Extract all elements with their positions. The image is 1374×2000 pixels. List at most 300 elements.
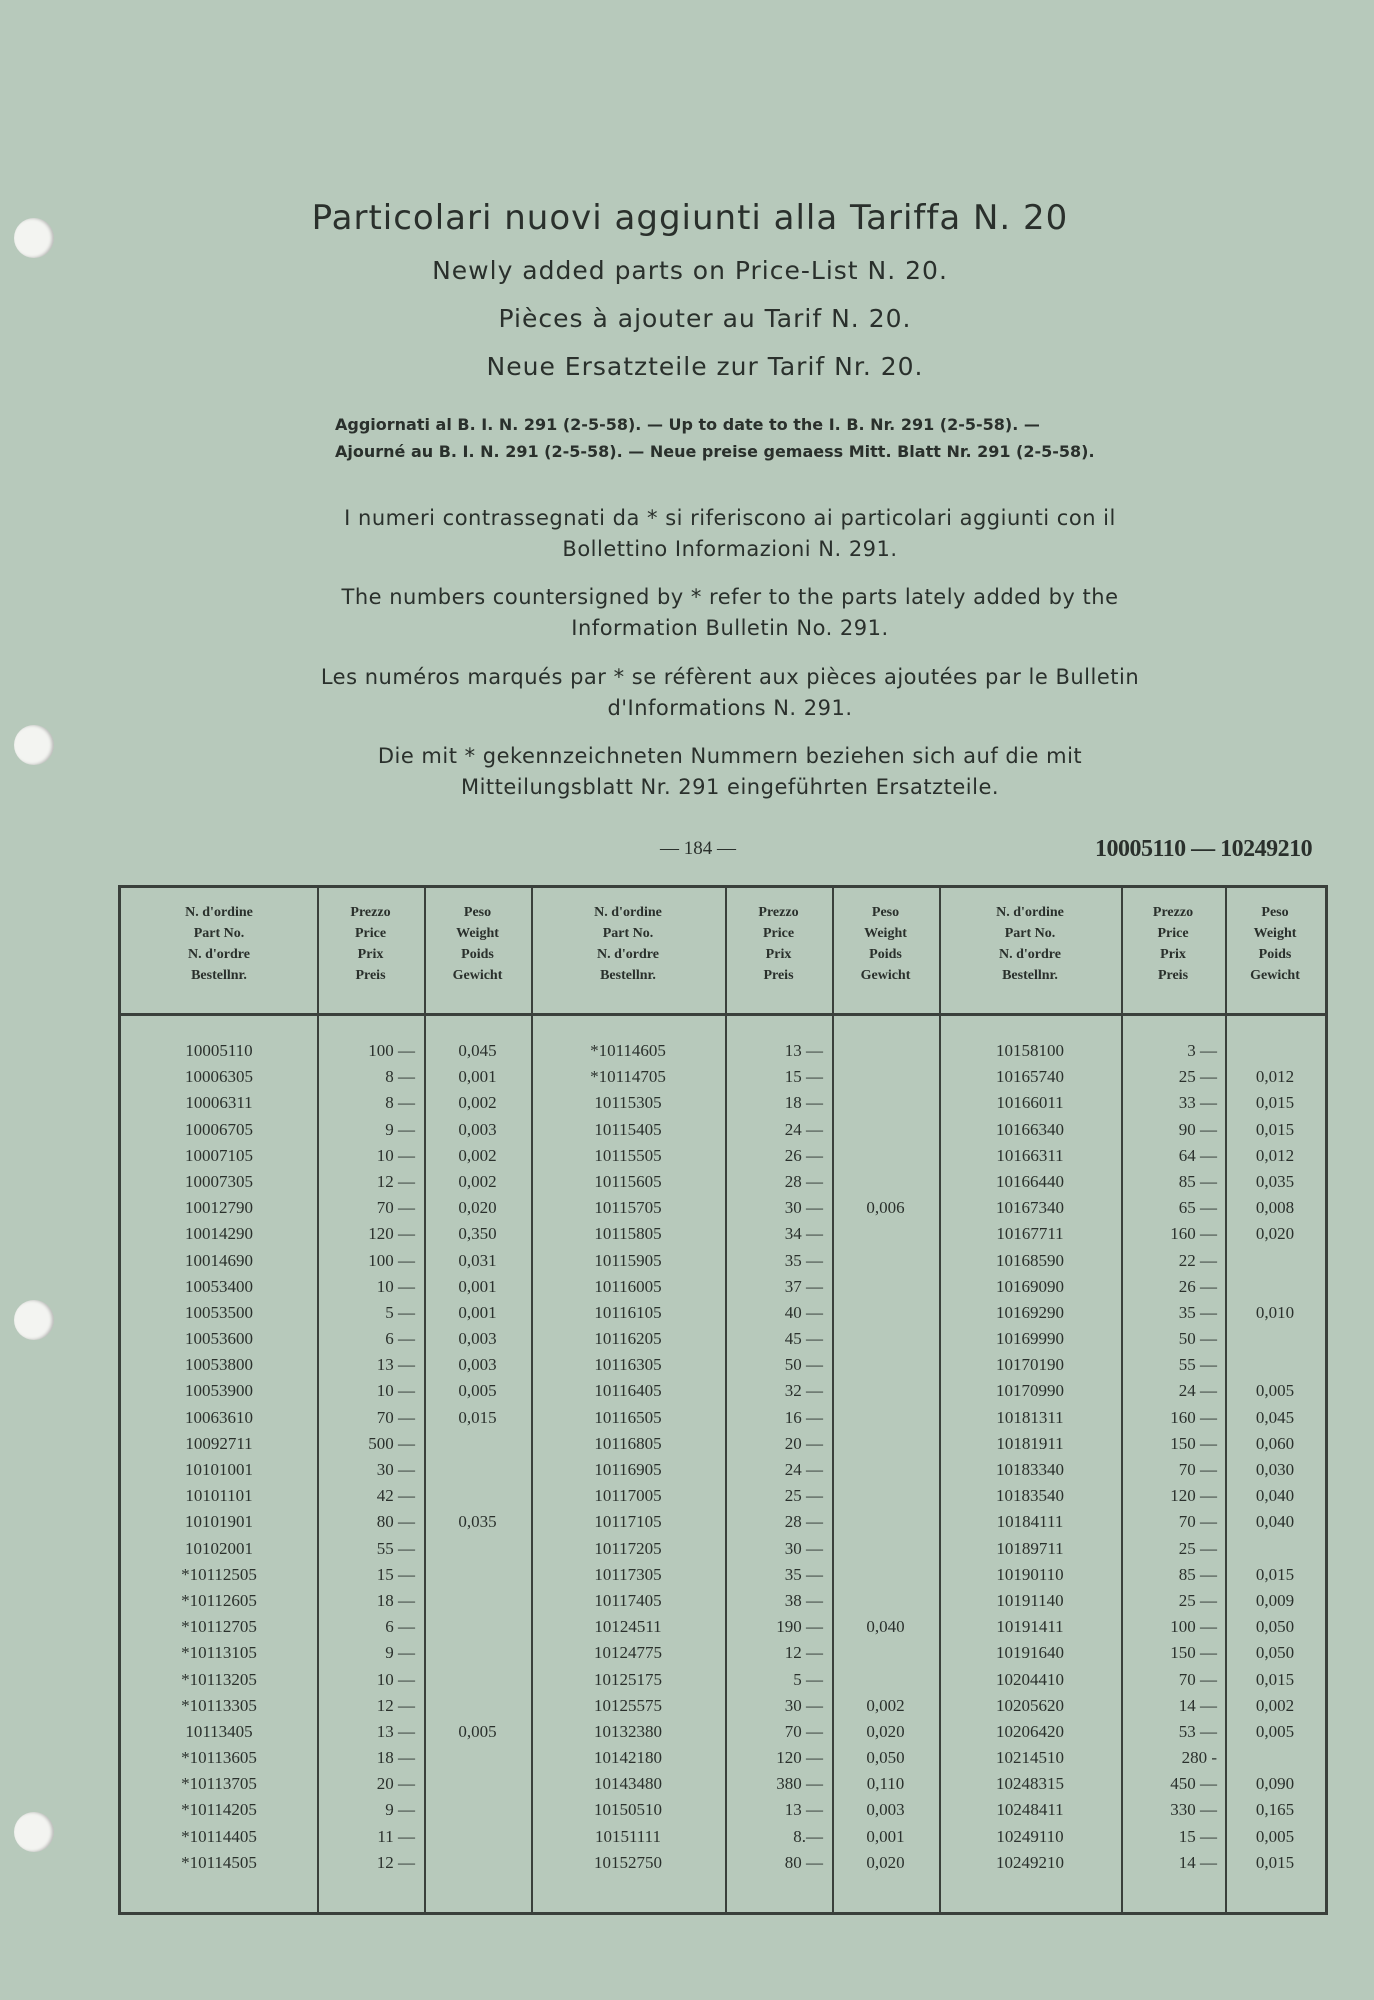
part-number-cell: 10204410 [996, 1669, 1064, 1689]
part-number-cell: 10191640 [996, 1643, 1064, 1663]
part-number-cell: 10181311 [996, 1407, 1064, 1427]
weight-cell [832, 1326, 939, 1352]
price-cell: 20 — [376, 1774, 415, 1794]
price-cell: 85 — [1178, 1564, 1217, 1584]
weight-cell [424, 1693, 531, 1719]
price-cell: 6 — [385, 1329, 415, 1349]
header-price: Prezzo Price Prix Preis [350, 905, 391, 983]
weight-cell: 0,015 [1255, 1093, 1295, 1113]
weight-cell: 0,006 [866, 1198, 905, 1218]
part-number-cell: 10165740 [996, 1067, 1064, 1087]
weight-cell [832, 1274, 939, 1300]
weight-cell: 0,005 [1255, 1381, 1295, 1401]
weight-cell [1225, 1038, 1325, 1064]
part-number-cell: 10014290 [185, 1224, 253, 1244]
part-number-cell: 10248315 [996, 1774, 1064, 1794]
weight-cell [832, 1431, 939, 1457]
price-cell: 6 — [385, 1617, 415, 1637]
weight-cell: 0,050 [866, 1748, 905, 1768]
part-number-cell: 10249110 [996, 1826, 1064, 1846]
weight-cell: 0,040 [1255, 1512, 1295, 1532]
weight-cell [1225, 1745, 1325, 1771]
part-number-cell: 10183540 [996, 1486, 1064, 1506]
weight-cell [424, 1614, 531, 1640]
part-number-cell: 10006705 [185, 1119, 253, 1139]
weight-cell: 0,001 [458, 1302, 497, 1322]
price-cell: 100 — [368, 1041, 415, 1060]
price-cell: 53 — [1178, 1721, 1217, 1741]
weight-cell [832, 1562, 939, 1588]
price-cell: 13 — [784, 1800, 823, 1820]
weight-cell: 0,010 [1255, 1302, 1295, 1322]
weight-cell: 0,005 [458, 1721, 497, 1741]
price-cell: 85 — [1178, 1171, 1217, 1191]
weight-cell [424, 1588, 531, 1614]
weight-cell [1225, 1326, 1325, 1352]
part-number-cell: 10102001 [185, 1538, 253, 1558]
weight-cell: 0,003 [458, 1355, 497, 1375]
part-number-cell: 10006305 [185, 1067, 253, 1087]
note-italian: I numeri contrassegnati da * si riferiscono ai particolari aggiunti con il Bollettino Informazioni N. 291. [344, 506, 1116, 561]
part-number-cell: 10117405 [594, 1590, 662, 1610]
price-cell: 120 — [368, 1224, 415, 1244]
part-number-cell: *10113605 [181, 1748, 257, 1768]
part-number-cell: 10125175 [594, 1669, 662, 1689]
header-weight: Peso Weight Poids Gewicht [1250, 905, 1300, 983]
binder-hole [14, 1300, 54, 1340]
part-number-cell: *10113705 [181, 1774, 257, 1794]
part-number-cell: 10143480 [594, 1774, 662, 1794]
part-number-cell: 10117105 [594, 1512, 662, 1532]
weight-cell: 0,001 [458, 1276, 497, 1296]
weight-cell: 0,020 [1255, 1224, 1295, 1244]
weight-cell [832, 1117, 939, 1143]
price-cell: 9 — [385, 1643, 415, 1663]
weight-cell: 0,005 [458, 1381, 497, 1401]
price-cell: 160 — [1170, 1407, 1217, 1427]
part-number-cell: 10116205 [594, 1329, 662, 1349]
price-cell: 26 — [784, 1145, 823, 1165]
update-line-2: Ajourné au B. I. N. 291 (2-5-58). — Neue preise gemaess Mitt. Blatt Nr. 291 (2-5-58). [335, 442, 1095, 461]
weight-cell: 0,002 [458, 1171, 497, 1191]
weight-cell: 0,012 [1255, 1067, 1295, 1087]
part-number-cell: 10167340 [996, 1198, 1064, 1218]
part-number-cell: 10063610 [185, 1407, 253, 1427]
weight-cell [832, 1352, 939, 1378]
weight-cell [832, 1588, 939, 1614]
part-number-cell: 10124775 [594, 1643, 662, 1663]
price-cell: 15 — [1178, 1826, 1217, 1846]
price-cell: 64 — [1178, 1145, 1217, 1165]
weight-cell: 0,001 [458, 1067, 497, 1087]
weight-cell [832, 1143, 939, 1169]
price-cell: 55 — [1178, 1355, 1217, 1375]
weight-cell: 0,005 [1255, 1826, 1295, 1846]
price-cell: 28 — [784, 1171, 823, 1191]
weight-cell: 0,350 [458, 1224, 497, 1244]
price-cell: 160 — [1170, 1224, 1217, 1244]
weight-cell [832, 1169, 939, 1195]
price-cell: 38 — [784, 1590, 823, 1610]
weight-cell [424, 1771, 531, 1797]
price-cell: 90 — [1178, 1119, 1217, 1139]
part-number-cell: 10170190 [996, 1355, 1064, 1375]
part-number-cell: 10116505 [594, 1407, 662, 1427]
parts-table [118, 885, 1328, 1915]
page-number: — 184 — [660, 838, 736, 859]
part-number-cell: *10114705 [590, 1067, 666, 1087]
price-cell: 500 — [368, 1433, 415, 1453]
weight-cell [424, 1562, 531, 1588]
part-number-cell: 10166440 [996, 1171, 1064, 1191]
weight-cell [1225, 1274, 1325, 1300]
price-cell: 5 — [793, 1669, 823, 1689]
part-number-cell: 10170990 [996, 1381, 1064, 1401]
header-price: Prezzo Price Prix Preis [1152, 905, 1194, 983]
part-number-cell: 10117305 [594, 1564, 662, 1584]
weight-cell: 0,020 [458, 1198, 497, 1218]
price-cell: 24 — [784, 1119, 823, 1139]
part-number-cell: 10190110 [996, 1564, 1064, 1584]
weight-cell: 0,003 [458, 1329, 497, 1349]
part-number-cell: 10101901 [185, 1512, 253, 1532]
price-cell: 3 — [1187, 1041, 1217, 1060]
weight-cell: 0,060 [1255, 1433, 1295, 1453]
header-weight: Peso Weight Poids Gewicht [452, 905, 503, 983]
part-number-cell: 10169290 [996, 1302, 1064, 1322]
weight-cell: 0,020 [866, 1852, 905, 1872]
weight-cell: 0,002 [866, 1695, 905, 1715]
part-number-cell: 10166311 [996, 1145, 1064, 1165]
price-cell: 24 — [784, 1460, 823, 1479]
price-cell: 55 — [376, 1538, 415, 1558]
price-cell: 150 — [1170, 1433, 1217, 1453]
price-cell: 70 — [1178, 1669, 1217, 1689]
part-number-column [121, 1038, 317, 1876]
binder-hole [14, 1812, 54, 1852]
part-number-cell: 10205620 [996, 1695, 1064, 1715]
part-number-cell: 10113405 [185, 1721, 253, 1741]
weight-cell: 0,040 [1255, 1486, 1295, 1506]
weight-cell [424, 1640, 531, 1666]
price-cell: 25 — [784, 1486, 823, 1506]
weight-cell: 0,050 [1255, 1617, 1295, 1637]
price-cell: 10 — [376, 1145, 415, 1165]
part-number-cell: 10124511 [594, 1617, 662, 1637]
part-number-cell: 10191140 [996, 1590, 1064, 1610]
part-number-cell: 10116005 [594, 1276, 662, 1296]
part-number-cell: 10005110 [185, 1041, 253, 1060]
weight-cell: 0,045 [1255, 1407, 1295, 1427]
part-number-cell: *10112705 [181, 1617, 257, 1637]
title-french: Pièces à ajouter au Tarif N. 20. [498, 304, 912, 333]
note-french: Les numéros marqués par * se réfèrent aux pièces ajoutées par le Bulletin d'Informations N. 291. [320, 665, 1140, 720]
part-number-cell: 10007105 [185, 1145, 253, 1165]
price-cell: 380 — [776, 1774, 823, 1794]
weight-cell: 0,020 [866, 1721, 905, 1741]
weight-cell [424, 1797, 531, 1823]
weight-cell: 0,040 [866, 1617, 905, 1637]
weight-cell [832, 1640, 939, 1666]
weight-cell: 0,015 [1255, 1669, 1295, 1689]
weight-cell [832, 1090, 939, 1116]
price-cell: 8.— [793, 1826, 823, 1846]
weight-cell [832, 1064, 939, 1090]
price-cell: 28 — [784, 1512, 823, 1532]
weight-cell: 0,012 [1255, 1145, 1295, 1165]
weight-cell [424, 1667, 531, 1693]
part-number-cell: *10114205 [181, 1800, 257, 1820]
binder-hole [14, 725, 54, 765]
part-number-cell: 10012790 [185, 1198, 253, 1218]
price-cell: 10 — [376, 1669, 415, 1689]
weight-cell [424, 1483, 531, 1509]
part-number-cell: 10169990 [996, 1329, 1064, 1349]
price-cell: 280 - [1181, 1748, 1217, 1768]
weight-cell: 0,045 [458, 1041, 497, 1060]
price-cell: 13 — [376, 1355, 415, 1375]
part-number-cell: 10168590 [996, 1250, 1064, 1270]
part-number-cell: *10113205 [181, 1669, 257, 1689]
price-cell: 9 — [385, 1119, 415, 1139]
part-number-cell: 10115405 [594, 1119, 662, 1139]
price-cell: 16 — [784, 1407, 823, 1427]
weight-cell: 0,005 [1255, 1721, 1295, 1741]
weight-cell [424, 1457, 531, 1483]
title-english: Newly added parts on Price-List N. 20. [432, 256, 948, 285]
weight-cell: 0,030 [1255, 1460, 1295, 1479]
part-number-cell: *10114605 [590, 1041, 666, 1060]
price-column [1121, 1038, 1217, 1876]
weight-cell: 0,015 [1255, 1564, 1295, 1584]
weight-cell [832, 1509, 939, 1535]
price-cell: 12 — [784, 1643, 823, 1663]
part-number-cell: 10142180 [594, 1748, 662, 1768]
weight-cell [424, 1536, 531, 1562]
weight-cell: 0,035 [458, 1512, 497, 1532]
price-cell: 13 — [376, 1721, 415, 1741]
part-number-cell: 10117005 [594, 1486, 662, 1506]
part-number-cell: 10115305 [594, 1093, 662, 1113]
weight-cell [424, 1824, 531, 1850]
weight-cell [1225, 1536, 1325, 1562]
price-cell: 10 — [376, 1381, 415, 1401]
price-cell: 32 — [784, 1381, 823, 1401]
price-cell: 40 — [784, 1302, 823, 1322]
part-number-cell: 10115605 [594, 1171, 662, 1191]
part-number-cell: 10006311 [185, 1093, 253, 1113]
header-part-no: N. d'ordine Part No. N. d'ordre Bestellnr. [996, 905, 1064, 983]
price-cell: 150 — [1170, 1643, 1217, 1663]
price-cell: 190 — [776, 1617, 823, 1637]
price-cell: 120 — [776, 1748, 823, 1768]
part-number-cell: *10114405 [181, 1826, 257, 1846]
part-number-cell: 10053600 [185, 1329, 253, 1349]
price-cell: 18 — [376, 1590, 415, 1610]
part-number-cell: 10115705 [594, 1198, 662, 1218]
price-cell: 30 — [784, 1198, 823, 1218]
price-cell: 70 — [784, 1721, 823, 1741]
weight-cell [1225, 1352, 1325, 1378]
price-cell: 26 — [1178, 1276, 1217, 1296]
price-cell: 80 — [784, 1852, 823, 1872]
part-number-cell: 10053400 [185, 1276, 253, 1296]
price-cell: 12 — [376, 1695, 415, 1715]
part-number-column [531, 1038, 725, 1876]
part-number-cell: 10101101 [185, 1486, 253, 1506]
part-number-cell: *10112605 [181, 1590, 257, 1610]
weight-cell: 0,009 [1255, 1590, 1295, 1610]
price-cell: 70 — [376, 1407, 415, 1427]
part-number-cell: 10189711 [996, 1538, 1064, 1558]
part-number-cell: 10117205 [594, 1538, 662, 1558]
price-cell: 9 — [385, 1800, 415, 1820]
part-number-cell: 10116105 [594, 1302, 662, 1322]
header-part-no: N. d'ordine Part No. N. d'ordre Bestellnr. [185, 905, 253, 983]
price-cell: 13 — [784, 1041, 823, 1060]
title-italian: Particolari nuovi aggiunti alla Tariffa N. 20 [311, 198, 1069, 238]
weight-cell: 0,165 [1255, 1800, 1295, 1820]
weight-cell [832, 1378, 939, 1404]
part-number-cell: 10206420 [996, 1721, 1064, 1741]
price-cell: 25 — [1178, 1067, 1217, 1087]
part-number-cell: 10150510 [594, 1800, 662, 1820]
price-cell: 35 — [784, 1250, 823, 1270]
part-number-cell: 10184111 [996, 1512, 1064, 1532]
price-cell: 70 — [376, 1198, 415, 1218]
note-german: Die mit * gekennzeichneten Nummern beziehen sich auf die mit Mitteilungsblatt Nr. 291 eingeführten Ersatzteile. [377, 744, 1083, 799]
price-cell: 80 — [376, 1512, 415, 1532]
part-number-cell: 10191411 [996, 1617, 1064, 1637]
weight-cell [1225, 1248, 1325, 1274]
part-number-cell: *10112505 [181, 1564, 257, 1584]
part-number-cell: 10101001 [185, 1460, 253, 1479]
weight-cell: 0,001 [866, 1826, 905, 1846]
part-number-cell: 10116405 [594, 1381, 662, 1401]
part-number-cell: 10166340 [996, 1119, 1064, 1139]
weight-cell: 0,031 [458, 1250, 497, 1270]
weight-cell: 0,002 [458, 1145, 497, 1165]
part-number-cell: 10014690 [185, 1250, 253, 1270]
price-cell: 120 — [1170, 1486, 1217, 1506]
price-cell: 15 — [376, 1564, 415, 1584]
part-number-cell: 10116905 [594, 1460, 662, 1479]
part-number-cell: 10115905 [594, 1250, 662, 1270]
header-price: Prezzo Price Prix Preis [758, 905, 799, 983]
header-part-no: N. d'ordine Part No. N. d'ordre Bestellnr. [594, 905, 662, 983]
price-cell: 5 — [385, 1302, 415, 1322]
price-cell: 12 — [376, 1171, 415, 1191]
price-cell: 70 — [1178, 1460, 1217, 1479]
part-number-cell: *10113305 [181, 1695, 257, 1715]
part-number-cell: 10092711 [185, 1433, 253, 1453]
price-cell: 45 — [784, 1329, 823, 1349]
price-cell: 24 — [1178, 1381, 1217, 1401]
part-number-cell: 10053500 [185, 1302, 253, 1322]
price-cell: 30 — [784, 1538, 823, 1558]
part-number-cell: 10152750 [594, 1852, 662, 1872]
weight-cell: 0,015 [1255, 1119, 1295, 1139]
weight-cell [832, 1300, 939, 1326]
part-number-cell: 10115805 [594, 1224, 662, 1244]
note-english: The numbers countersigned by * refer to the parts lately added by the Information Bulletin No. 291. [341, 585, 1119, 640]
part-number-cell: 10248411 [996, 1800, 1064, 1820]
weight-cell [832, 1221, 939, 1247]
price-cell: 8 — [385, 1067, 415, 1087]
price-cell: 35 — [784, 1564, 823, 1584]
part-number-range: 10005110 — 10249210 [1095, 836, 1313, 862]
price-cell: 20 — [784, 1433, 823, 1453]
part-number-cell: 10158100 [996, 1041, 1064, 1060]
price-cell: 25 — [1178, 1538, 1217, 1558]
weight-cell: 0,015 [458, 1407, 497, 1427]
weight-cell: 0,002 [458, 1093, 497, 1113]
part-number-cell: *10113105 [181, 1643, 257, 1663]
price-cell: 30 — [376, 1460, 415, 1479]
part-number-cell: 10053900 [185, 1381, 253, 1401]
part-number-cell: 10007305 [185, 1171, 253, 1191]
price-cell: 42 — [376, 1486, 415, 1506]
weight-cell [832, 1667, 939, 1693]
price-cell: 65 — [1178, 1198, 1217, 1218]
price-cell: 30 — [784, 1695, 823, 1715]
part-number-cell: 10125575 [594, 1695, 662, 1715]
price-cell: 34 — [784, 1224, 823, 1244]
price-cell: 330 — [1170, 1800, 1217, 1820]
price-cell: 18 — [376, 1748, 415, 1768]
price-cell: 50 — [1178, 1329, 1217, 1349]
weight-cell [832, 1248, 939, 1274]
weight-cell [424, 1745, 531, 1771]
binder-hole [14, 218, 54, 258]
price-cell: 35 — [1178, 1302, 1217, 1322]
title-german: Neue Ersatzteile zur Tarif Nr. 20. [486, 352, 924, 381]
price-cell: 22 — [1178, 1250, 1217, 1270]
weight-cell [832, 1038, 939, 1064]
weight-cell [832, 1457, 939, 1483]
weight-column [424, 1038, 531, 1876]
price-cell: 100 — [1170, 1617, 1217, 1637]
weight-column [1225, 1038, 1325, 1876]
weight-cell [424, 1850, 531, 1876]
weight-cell: 0,003 [866, 1800, 905, 1820]
part-number-cell: 10151111 [594, 1826, 662, 1846]
header-weight: Peso Weight Poids Gewicht [860, 905, 911, 983]
weight-cell [832, 1405, 939, 1431]
weight-cell: 0,110 [866, 1774, 905, 1794]
weight-cell: 0,090 [1255, 1774, 1295, 1794]
price-cell: 14 — [1178, 1695, 1217, 1715]
weight-cell [832, 1483, 939, 1509]
part-number-cell: 10116305 [594, 1355, 662, 1375]
price-cell: 50 — [784, 1355, 823, 1375]
weight-column [832, 1038, 939, 1876]
part-number-cell: 10167711 [996, 1224, 1064, 1244]
weight-cell [424, 1431, 531, 1457]
price-cell: 33 — [1178, 1093, 1217, 1113]
price-cell: 25 — [1178, 1590, 1217, 1610]
price-cell: 37 — [784, 1276, 823, 1296]
weight-cell: 0,008 [1255, 1198, 1295, 1218]
price-cell: 10 — [376, 1276, 415, 1296]
price-column [317, 1038, 415, 1876]
price-cell: 14 — [1178, 1852, 1217, 1872]
part-number-cell: 10214510 [996, 1748, 1064, 1768]
part-number-cell: *10114505 [181, 1852, 257, 1872]
price-column [725, 1038, 823, 1876]
price-cell: 15 — [784, 1067, 823, 1087]
weight-cell: 0,015 [1255, 1852, 1295, 1872]
